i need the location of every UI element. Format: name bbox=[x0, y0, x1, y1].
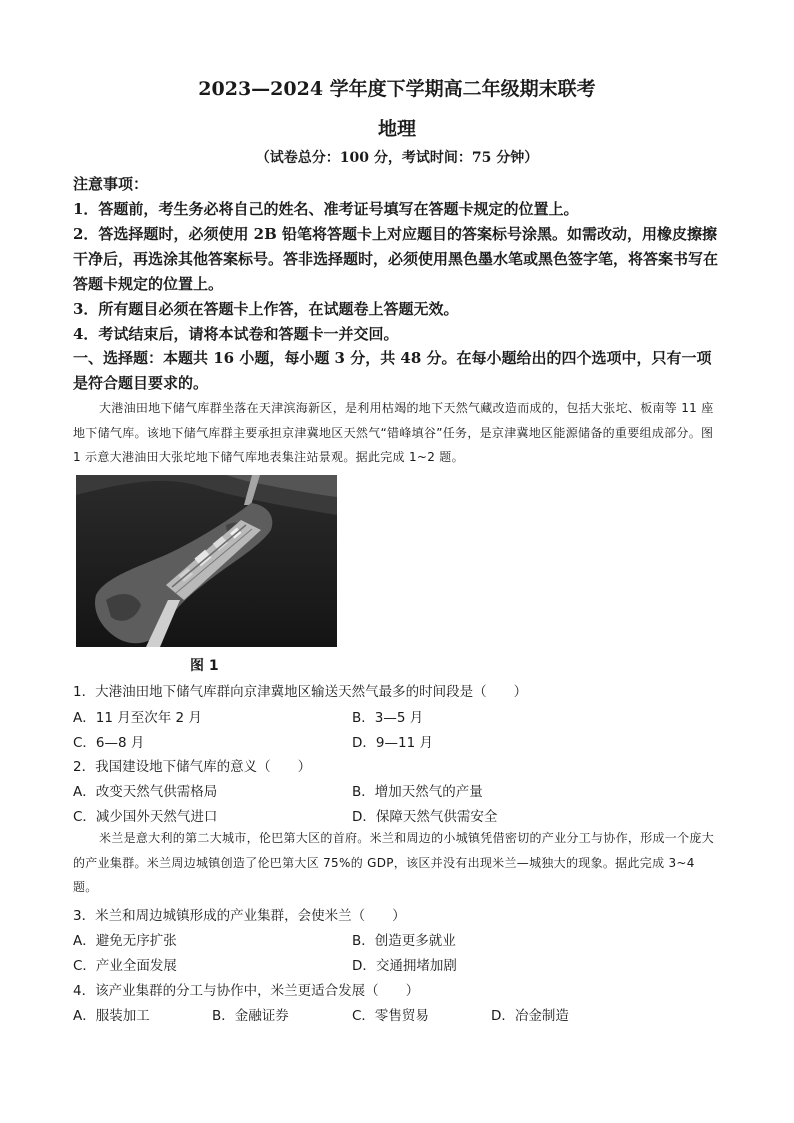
option-1d: D．9—11 月 bbox=[352, 735, 433, 751]
option-3a: A．避免无序扩张 bbox=[73, 933, 177, 949]
option-1b: B．3—5 月 bbox=[352, 710, 424, 726]
exam-info: （试卷总分：100 分，考试时间：75 分钟） bbox=[255, 150, 539, 166]
question-4: 4．该产业集群的分工与协作中，米兰更适合发展（ ） bbox=[73, 983, 420, 999]
option-3b: B．创造更多就业 bbox=[352, 933, 456, 949]
exam-title: 2023—2024 学年度下学期高二年级期末联考 bbox=[198, 78, 596, 100]
notes-heading: 注意事项： bbox=[73, 175, 149, 193]
exam-subject: 地理 bbox=[377, 118, 416, 140]
option-2c: C．减少国外天然气进口 bbox=[73, 809, 218, 825]
note-item: 1．答题前，考生务必将自己的姓名、准考证号填写在答题卡规定的位置上。 bbox=[73, 200, 579, 218]
option-4d: D．冶金制造 bbox=[491, 1008, 569, 1024]
aerial-photo bbox=[76, 475, 337, 647]
note-item: 3．所有题目必须在答题卡上作答，在试题卷上答题无效。 bbox=[73, 300, 459, 318]
option-4a: A．服装加工 bbox=[73, 1008, 150, 1024]
note-item: 2．答选择题时，必须使用 2B 铅笔将答题卡上对应题目的答案标号涂黑。如需改动，用橡皮擦擦干净后，再选涂其他答案标号。答非选择题时，必须使用黑色墨水笔或黑色签字笔，将答案书写在答题卡规定的位置上。 bbox=[73, 225, 719, 293]
section-heading: 一、选择题：本题共 16 小题，每小题 3 分，共 48 分。在每小题给出的四个选项中，只有一项是符合题目要求的。 bbox=[73, 349, 712, 392]
option-1a: A．11 月至次年 2 月 bbox=[73, 710, 202, 726]
figure-caption: 图 1 bbox=[190, 658, 219, 674]
option-4c: C．零售贸易 bbox=[352, 1008, 429, 1024]
option-2d: D．保障天然气供需安全 bbox=[352, 809, 498, 825]
option-3d: D．交通拥堵加剧 bbox=[352, 958, 457, 974]
notes-section bbox=[73, 172, 723, 347]
option-1c: C．6—8 月 bbox=[73, 735, 145, 751]
option-4b: B．金融证券 bbox=[212, 1008, 289, 1024]
question-3: 3．米兰和周边城镇形成的产业集群，会使米兰（ ） bbox=[73, 908, 406, 924]
option-3c: C．产业全面发展 bbox=[73, 958, 177, 974]
passage-2: 米兰是意大利的第二大城市，伦巴第大区的首府。米兰和周边的小城镇凭借密切的产业分工与协作，形成一个庞大的产业集群。米兰周边城镇创造了伦巴第大区 75%的 GDP，该区并没有出现米兰—城独大的现象。据此完成 3~4 题。 bbox=[73, 831, 715, 894]
question-2: 2．我国建设地下储气库的意义（ ） bbox=[73, 759, 312, 775]
option-2a: A．改变天然气供需格局 bbox=[73, 784, 218, 800]
option-2b: B．增加天然气的产量 bbox=[352, 784, 483, 800]
question-1: 1．大港油田地下储气库群向京津冀地区输送天然气最多的时间段是（ ） bbox=[73, 684, 528, 700]
passage-1: 大港油田地下储气库群坐落在天津滨海新区，是利用枯竭的地下天然气藏改造而成的，包括大张坨、板南等 11 座地下储气库。该地下储气库群主要承担京津冀地区天然气“错峰填谷”任务，是京津冀地区能源储备的重要组成部分。图 1 示意大港油田大张坨地下储气库地表集注站景观。据此完成 1~2 题。 bbox=[73, 401, 714, 464]
note-item: 4．考试结束后，请将本试卷和答题卡一并交回。 bbox=[73, 325, 399, 343]
